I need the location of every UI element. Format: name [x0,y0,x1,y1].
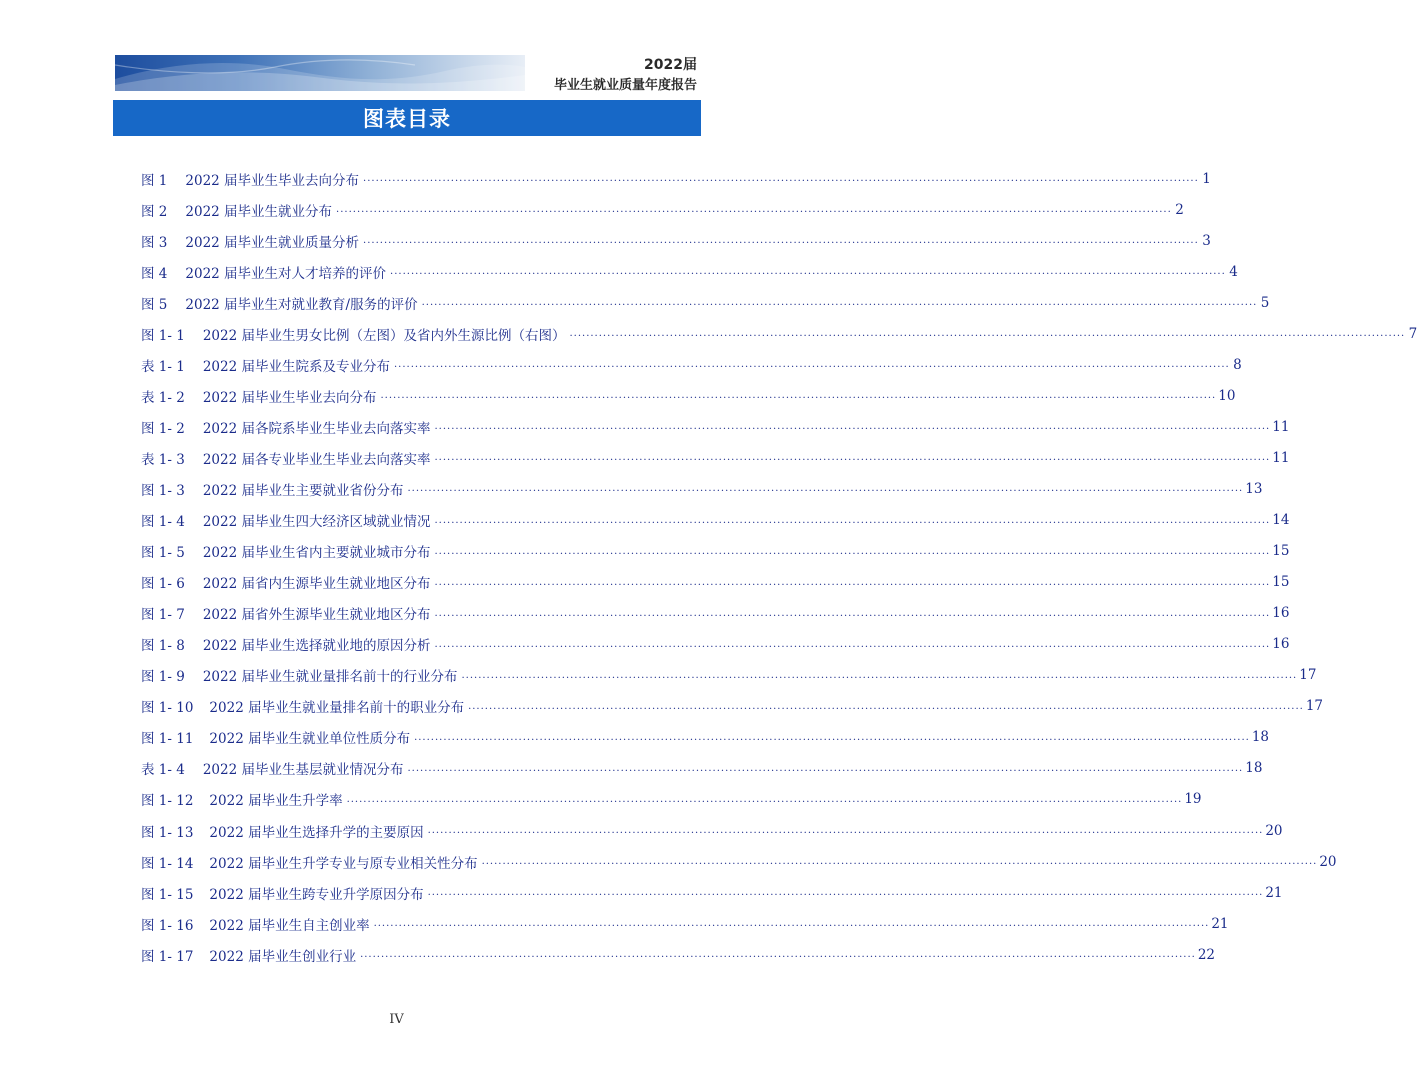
toc-entry-title: 2022 届各院系毕业生毕业去向落实率 [202,420,431,437]
toc-entry-label: 图 3 [141,234,168,251]
toc-entry-page: 21 [1265,884,1283,901]
toc-leader-dots: ........................................................................................................................................................................................................ [434,514,1271,526]
toc-entry-title: 2022 届毕业生自主创业率 [209,917,370,934]
toc-entry-label: 图 1- 1 [141,327,185,344]
toc-entry[interactable] [141,846,1337,877]
toc-leader-dots: ........................................................................................................................................................................................................ [373,918,1210,930]
toc-entry-page: 18 [1245,760,1263,777]
toc-entry[interactable] [141,722,1270,753]
toc-entry-title: 2022 届省外生源毕业生就业地区分布 [202,607,431,624]
toc-entry-label: 图 1- 10 [141,700,194,717]
toc-entry[interactable] [141,753,1263,784]
toc-leader-dots: ........................................................................................................................................................................................................ [390,266,1226,278]
toc-entry-label: 图 1- 17 [141,948,194,965]
toc-leader-dots: ........................................................................................................................................................................................................ [434,452,1271,464]
toc-entry-page: 16 [1272,636,1290,653]
toc-entry-title: 2022 届毕业生选择升学的主要原因 [209,824,424,841]
header-banner [115,55,525,91]
toc-entry-page: 21 [1211,915,1229,932]
page-title-bar [113,100,701,136]
toc-entry-title: 2022 届毕业生升学率 [209,793,343,810]
toc-entry-label: 图 1- 9 [141,669,185,686]
toc-entry-label: 图 1- 3 [141,482,185,499]
toc-entry-title: 2022 届各专业毕业生毕业去向落实率 [202,451,431,468]
toc-leader-dots: ........................................................................................................................................................................................................ [434,607,1271,619]
toc-entry[interactable] [141,877,1283,908]
toc-leader-dots: ........................................................................................................................................................................................................ [414,731,1250,743]
toc-entry-page: 14 [1272,512,1290,529]
toc-entry-page: 16 [1272,605,1290,622]
toc-leader-dots: ........................................................................................................................................................................................................ [468,700,1304,712]
toc-leader-dots: ........................................................................................................................................................................................................ [434,638,1271,650]
toc-entry-label: 图 4 [141,265,168,282]
toc-entry[interactable] [141,660,1317,691]
toc-entry[interactable] [141,194,1184,225]
toc-entry[interactable] [141,163,1211,194]
toc-entry-label: 图 1- 13 [141,824,194,841]
toc-entry-label: 图 1- 2 [141,420,185,437]
toc-entry-page: 22 [1197,946,1216,963]
toc-leader-dots: ........................................................................................................................................................................................................ [569,328,1406,340]
toc-entry-page: 13 [1245,480,1263,497]
toc-entry-page: 19 [1184,791,1202,808]
toc-entry-page: 10 [1218,387,1236,404]
toc-entry[interactable] [141,505,1290,536]
toc-entry-page: 5 [1260,294,1270,311]
toc-leader-dots: ........................................................................................................................................................................................................ [407,483,1244,495]
toc-entry[interactable] [141,598,1290,629]
toc-entry-label: 图 2 [141,203,168,220]
toc-entry[interactable] [141,411,1290,442]
toc-entry[interactable] [141,567,1290,598]
toc-leader-dots: ........................................................................................................................................................................................................ [481,856,1318,868]
toc-entry-page: 4 [1229,263,1238,280]
wave-decoration [115,55,525,91]
toc-entry-label: 表 1- 3 [141,451,185,468]
toc-entry[interactable] [141,908,1229,939]
toc-entry-title: 2022 届毕业生就业量排名前十的行业分布 [202,669,458,686]
toc-entry-page: 15 [1272,543,1290,560]
toc-leader-dots: ........................................................................................................................................................................................................ [363,235,1199,247]
toc-entry[interactable] [141,691,1324,722]
toc-entry[interactable] [141,473,1263,504]
toc-leader-dots: ........................................................................................................................................................................................................ [434,576,1271,588]
page-title: 图表目录 [363,107,451,131]
toc-entry-page: 11 [1272,418,1290,435]
toc-entry-title: 2022 届毕业生省内主要就业城市分布 [202,545,431,562]
toc-leader-dots: ........................................................................................................................................................................................................ [393,359,1230,371]
toc-leader-dots: ........................................................................................................................................................................................................ [363,173,1199,185]
toc-entry-label: 图 1- 7 [141,607,185,624]
toc-entry-label: 表 1- 4 [141,762,185,779]
toc-entry-title: 2022 届毕业生对人才培养的评价 [185,265,387,282]
toc-entry-title: 2022 届毕业生创业行业 [209,948,357,965]
toc-entry-label: 图 1- 15 [141,886,194,903]
toc-entry-title: 2022 届毕业生跨专业升学原因分布 [209,886,424,903]
toc-entry-label: 图 5 [141,296,168,313]
toc-entry-title: 2022 届毕业生毕业去向分布 [202,389,377,406]
toc-entry[interactable] [141,380,1236,411]
toc-entry-label: 表 1- 1 [141,358,185,375]
toc-leader-dots: ........................................................................................................................................................................................................ [421,297,1258,309]
toc-leader-dots: ........................................................................................................................................................................................................ [380,390,1217,402]
toc-entry-page: 2 [1175,201,1184,218]
toc-entry-label: 图 1- 5 [141,545,185,562]
toc-entry-title: 2022 届毕业生就业质量分析 [185,234,360,251]
toc-entry-page: 17 [1299,667,1317,684]
toc-entry-label: 图 1- 12 [141,793,194,810]
toc-entry-page: 11 [1272,449,1290,466]
toc-entry-page: 3 [1202,232,1211,249]
toc-entry-title: 2022 届毕业生男女比例（左图）及省内外生源比例（右图） [202,327,566,344]
toc-entry[interactable] [141,318,1417,349]
toc-entry-title: 2022 届毕业生选择就业地的原因分析 [202,638,431,655]
toc-entry-label: 图 1- 8 [141,638,185,655]
toc-entry-title: 2022 届毕业生就业单位性质分布 [209,731,411,748]
toc-entry-title: 2022 届毕业生基层就业情况分布 [202,762,404,779]
toc-leader-dots: ........................................................................................................................................................................................................ [427,825,1264,836]
toc-entry-page: 15 [1272,574,1290,591]
toc-entry[interactable] [141,536,1290,567]
toc-entry[interactable] [141,784,1202,815]
report-year: 2022届 [644,57,697,73]
toc-leader-dots: ........................................................................................................................................................................................................ [434,545,1271,557]
toc-entry[interactable] [141,939,1216,970]
toc-entry-label: 图 1- 4 [141,514,185,531]
toc-entry-page: 7 [1408,325,1417,342]
toc-entry-title: 2022 届毕业生院系及专业分布 [202,358,390,375]
toc-entry-page: 8 [1233,356,1242,373]
toc-leader-dots: ........................................................................................................................................................................................................ [360,949,1196,961]
toc-entry[interactable] [141,349,1242,380]
toc-entry-page: 17 [1305,698,1324,715]
toc-leader-dots: ........................................................................................................................................................................................................ [346,793,1183,805]
page-number: IV [389,1012,404,1027]
toc-entry-page: 20 [1319,853,1337,870]
toc-entry[interactable] [141,225,1211,256]
toc-entry[interactable] [141,256,1238,287]
toc-leader-dots: ........................................................................................................................................................................................................ [461,669,1298,681]
toc-leader-dots: ........................................................................................................................................................................................................ [407,762,1244,774]
toc-entry-title: 2022 届毕业生对就业教育/服务的评价 [185,296,418,313]
toc-entry-page: 18 [1251,729,1270,746]
toc-entry-label: 图 1 [141,172,168,189]
toc-leader-dots: ........................................................................................................................................................................................................ [336,204,1172,216]
toc-entry-title: 2022 届毕业生升学专业与原专业相关性分布 [209,855,478,872]
toc-entry-label: 图 1- 14 [141,855,194,872]
toc-entry-label: 图 1- 6 [141,576,185,593]
toc-leader-dots: ........................................................................................................................................................................................................ [434,421,1271,433]
toc-entry-page: 1 [1202,170,1211,187]
toc-entry-page: 20 [1265,822,1283,839]
toc-list [141,163,1417,970]
toc-entry-title: 2022 届省内生源毕业生就业地区分布 [202,576,431,593]
toc-entry[interactable] [141,629,1290,660]
toc-entry[interactable] [141,287,1270,318]
toc-entry-label: 图 1- 11 [141,731,194,748]
toc-entry-title: 2022 届毕业生主要就业省份分布 [202,482,404,499]
toc-entry[interactable] [141,442,1290,473]
toc-entry-label: 表 1- 2 [141,389,185,406]
toc-entry-title: 2022 届毕业生就业分布 [185,203,333,220]
toc-entry[interactable] [141,815,1283,846]
toc-entry-title: 2022 届毕业生四大经济区域就业情况 [202,514,431,531]
toc-entry-title: 2022 届毕业生就业量排名前十的职业分布 [209,700,465,717]
toc-entry-label: 图 1- 16 [141,917,194,934]
toc-entry-title: 2022 届毕业生毕业去向分布 [185,172,360,189]
report-subtitle: 毕业生就业质量年度报告 [553,78,697,93]
toc-leader-dots: ........................................................................................................................................................................................................ [427,887,1264,899]
